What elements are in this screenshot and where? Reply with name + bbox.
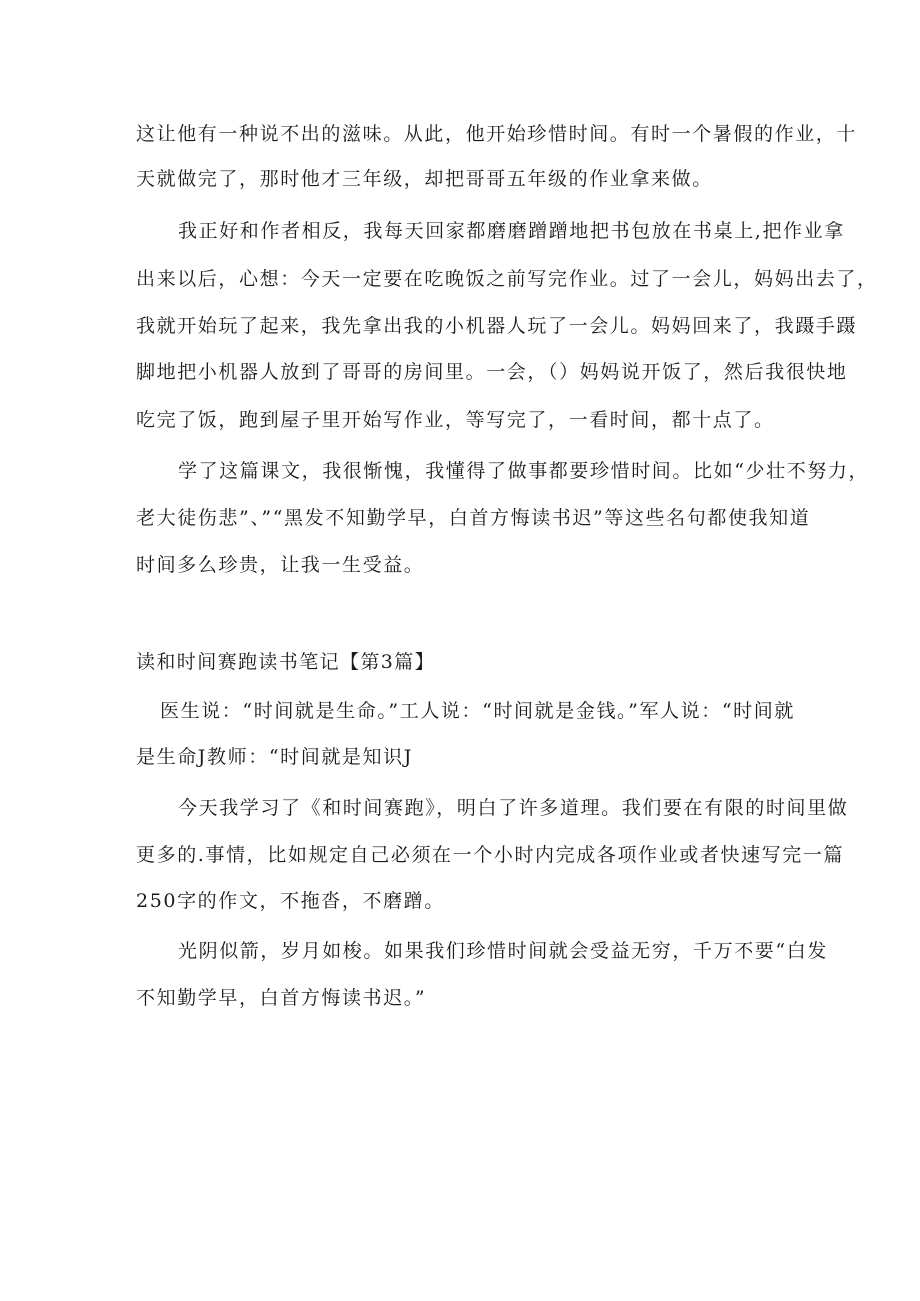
section-paragraph-2-line-3: 250字的作文，不拖沓，不磨蹭。 (136, 890, 445, 912)
section-paragraph-3-line-1: 光阴似箭，岁月如梭。如果我们珍惜时间就会受益无穷，千万不要“白发 (178, 940, 828, 962)
paragraph-3-line-2: 老大徒伤悲”、”“黑发不知勤学早，白首方悔读书迟”等这些名句都使我知道 (136, 507, 811, 529)
section-paragraph-1-line-2: 是生命J教师：“时间就是知识J (136, 746, 413, 768)
paragraph-2-line-2: 出来以后，心想：今天一定要在吃晚饭之前写完作业。过了一会儿，妈妈出去了， (136, 268, 878, 290)
paragraph-3-line-1: 学了这篇课文，我很惭愧，我懂得了做事都要珍惜时间。比如“少壮不努力， (178, 460, 870, 482)
section-paragraph-2-line-2: 更多的.事情，比如规定自己必须在一个小时内完成各项作业或者快速写完一篇 (136, 844, 845, 866)
section-paragraph-2-line-1: 今天我学习了《和时间赛跑》，明白了许多道理。我们要在有限的时间里做 (178, 797, 849, 819)
section-paragraph-3-line-2: 不知勤学早，白首方悔读书迟。” (136, 987, 427, 1009)
paragraph-2-line-1: 我正好和作者相反，我每天回家都磨磨蹭蹭地把书包放在书桌上,把作业拿 (178, 220, 845, 242)
paragraph-3-line-3: 时间多么珍贵，让我一生受益。 (136, 554, 425, 576)
section-heading: 读和时间赛跑读书笔记【第3篇】 (136, 651, 436, 673)
paragraph-1-line-1: 这让他有一种说不出的滋味。从此，他开始珍惜时间。有时一个暑假的作业，十 (136, 123, 858, 145)
section-paragraph-1-line-1: 医生说：“时间就是生命。”工人说：“时间就是金钱。”军人说：“时间就 (160, 700, 795, 722)
paragraph-2-line-3: 我就开始玩了起来，我先拿出我的小机器人玩了一会儿。妈妈回来了，我蹑手蹑 (136, 315, 858, 337)
paragraph-1-line-2: 天就做完了，那时他才三年级，却把哥哥五年级的作业拿来做。 (136, 168, 713, 190)
paragraph-2-line-4: 脚地把小机器人放到了哥哥的房间里。一会，（）妈妈说开饭了，然后我很快地 (136, 361, 848, 383)
paragraph-2-line-5: 吃完了饭，跑到屋子里开始写作业，等写完了，一看时间，都十点了。 (136, 409, 775, 431)
